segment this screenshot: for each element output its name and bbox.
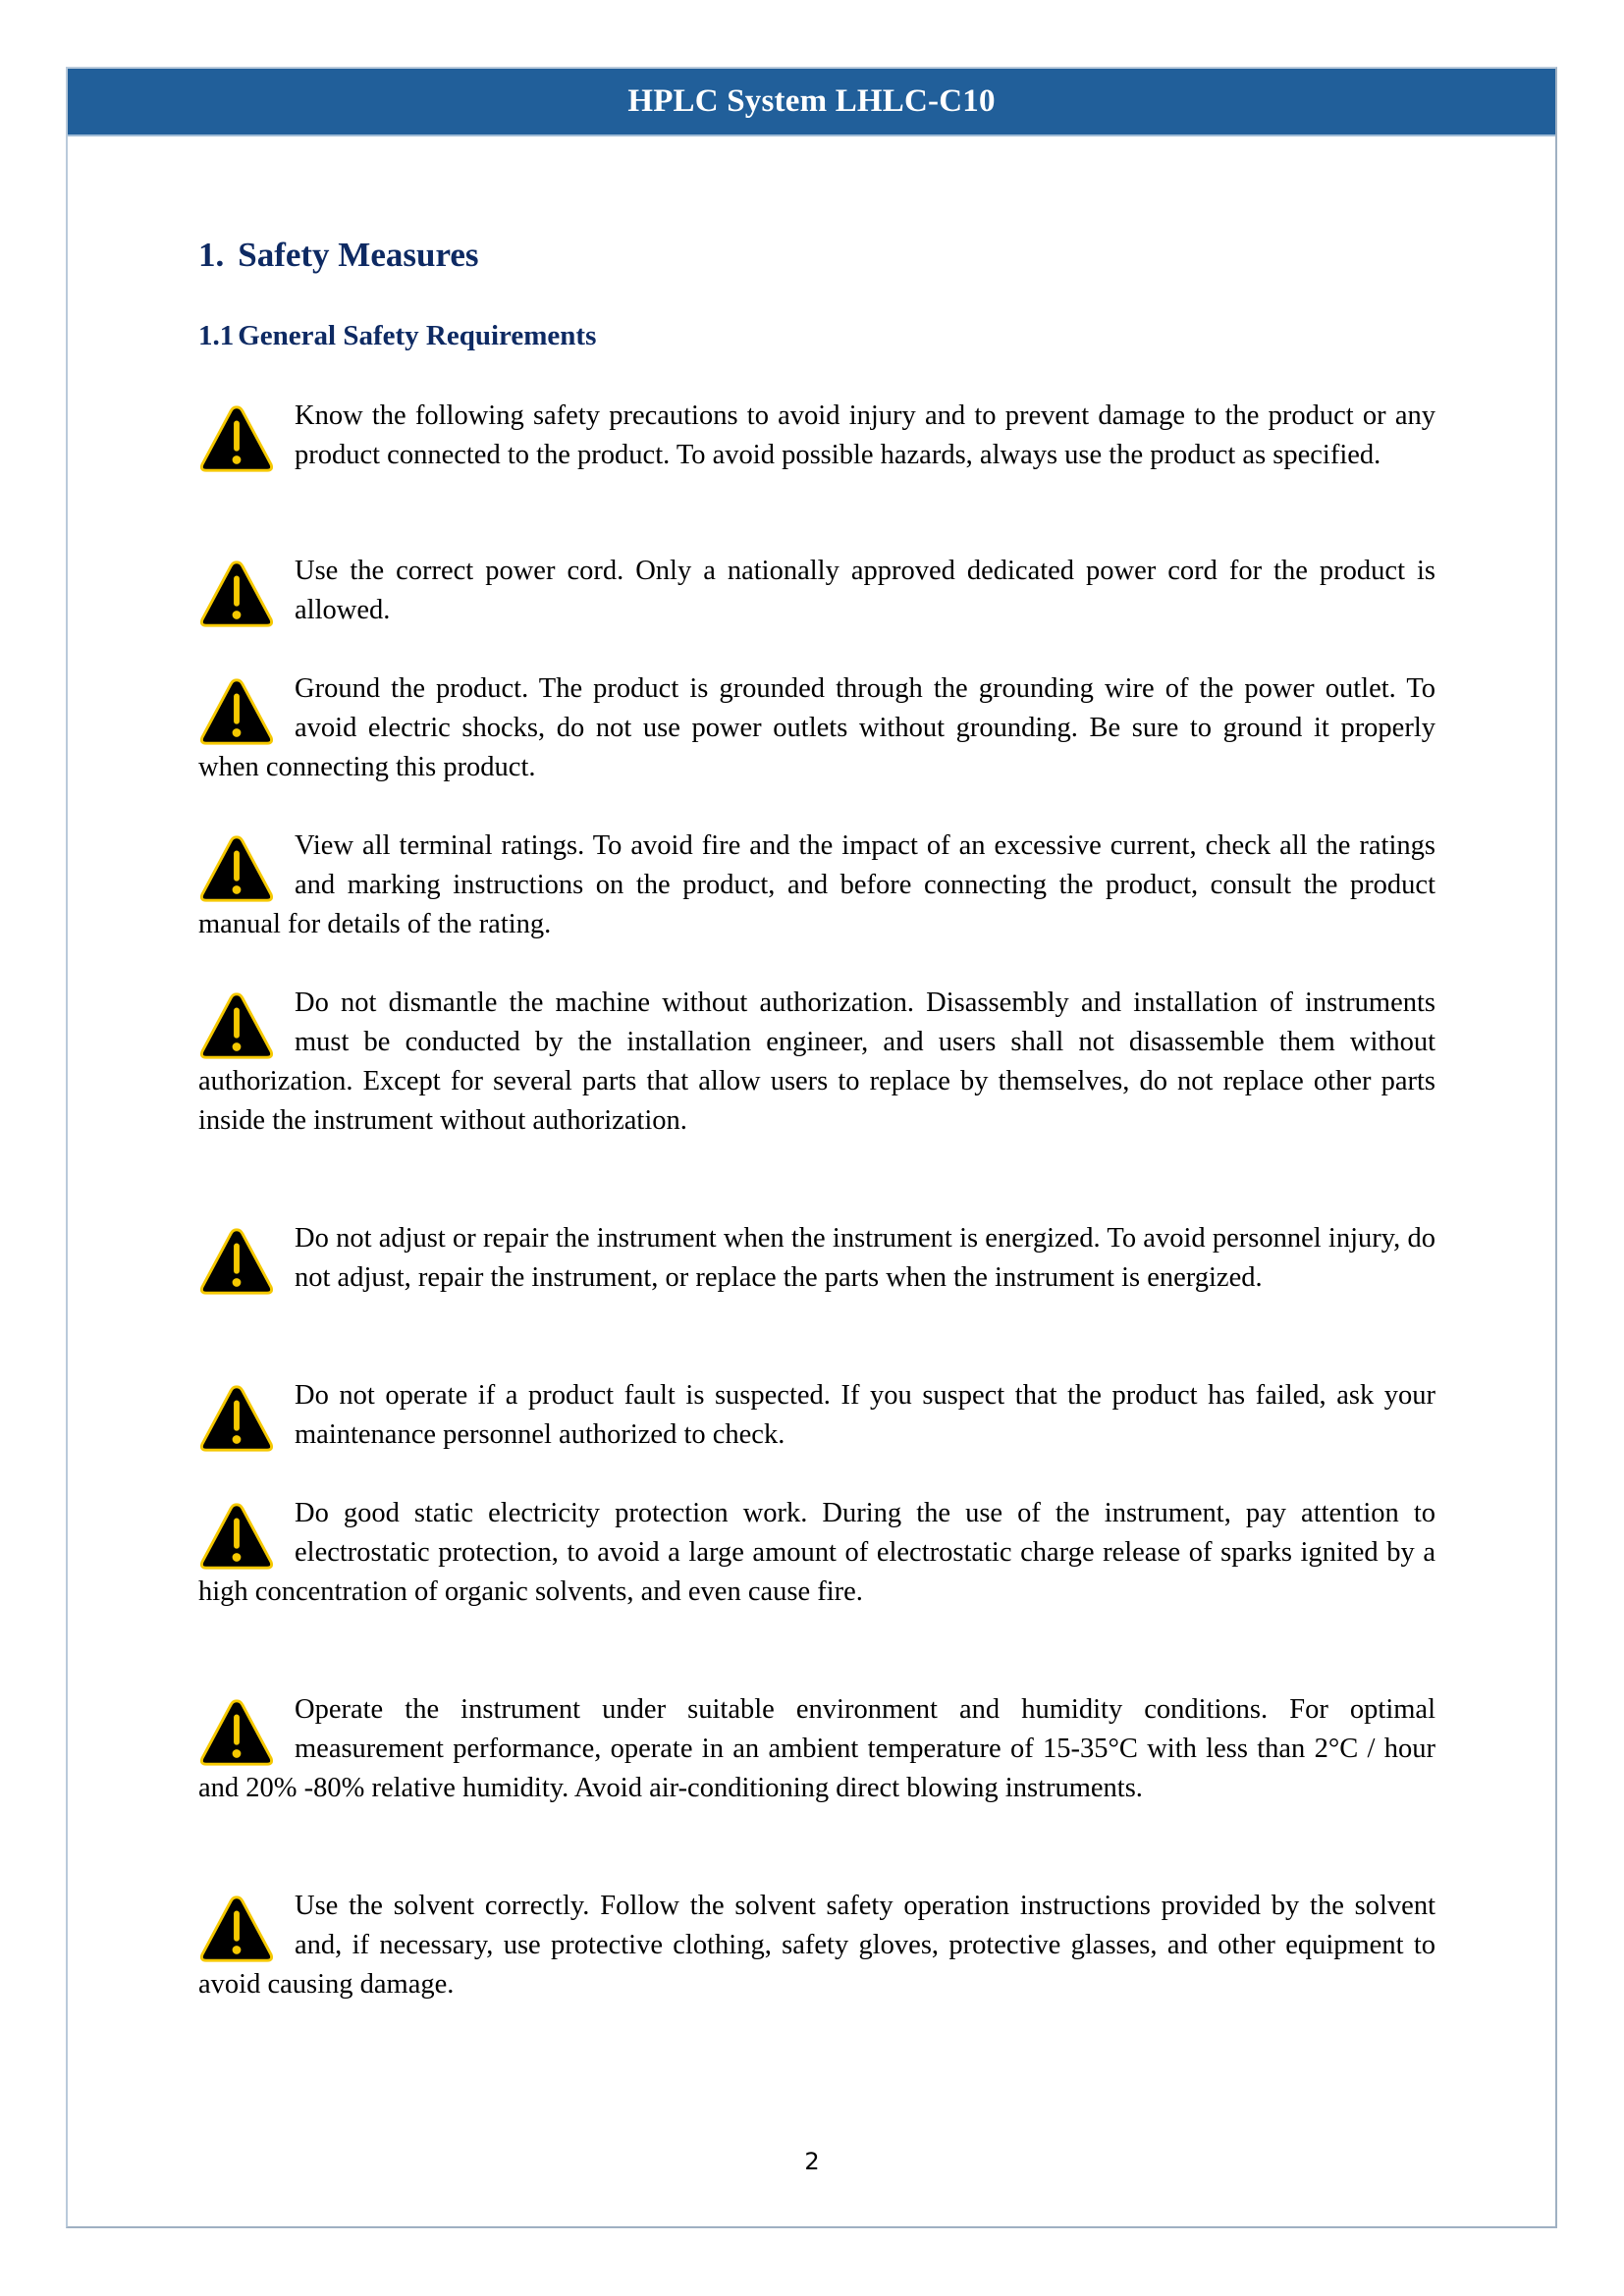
- document-title: HPLC System LHLC-C10: [627, 83, 996, 119]
- safety-item-text: Operate the instrument under suitable environment and humidity conditions. For optimal measurement performance, operate in an ambient temperature of 15-35°C with less than 2°C / hour and 20% -80% relative humidity. Avoid air-conditioning direct blowing instruments.: [198, 1694, 1435, 1803]
- warning-icon: [198, 558, 275, 630]
- warning-icon: [198, 675, 275, 748]
- safety-item: [198, 1219, 1435, 1298]
- safety-item: [198, 552, 1435, 630]
- safety-item: [198, 984, 1435, 1141]
- safety-item-text: Do not adjust or repair the instrument when the instrument is energized. To avoid personnel injury, do not adjust, repair the instrument, or replace the parts when the instrument is energized.: [295, 1223, 1435, 1293]
- safety-item: [198, 827, 1435, 944]
- safety-item-text: Use the solvent correctly. Follow the solvent safety operation instructions provided by the solvent and, if necessary, use protective clothing, safety gloves, protective glasses, and other equipment to avoid causing damage.: [198, 1891, 1435, 2000]
- safety-item-text: Do good static electricity protection work. During the use of the instrument, pay attention to electrostatic protection, to avoid a large amount of electrostatic charge release of sparks ignited by a high concentration of organic solvents, and even cause fire.: [198, 1498, 1435, 1607]
- safety-item-text: Use the correct power cord. Only a nationally approved dedicated power cord for the product is allowed.: [295, 556, 1435, 625]
- warning-icon: [198, 1696, 275, 1769]
- safety-item-text: Ground the product. The product is grounded through the grounding wire of the power outlet. To avoid electric shocks, do not use power outlets without grounding. Be sure to ground it properly when connecting this product.: [198, 673, 1435, 782]
- safety-item: [198, 1887, 1435, 2004]
- safety-item: [198, 1690, 1435, 1808]
- warning-icon: [198, 989, 275, 1062]
- header-bar: [68, 69, 1555, 136]
- warning-icon: [198, 1893, 275, 1965]
- page-number: 2: [804, 2148, 820, 2175]
- safety-item: [198, 397, 1435, 475]
- subsection-number: 1.1: [198, 320, 235, 351]
- subsection-title: General Safety Requirements: [238, 320, 597, 351]
- safety-item-text: Do not dismantle the machine without authorization. Disassembly and installation of instruments must be conducted by the installation engineer, and users shall not disassemble them without authorization. Except for several parts that allow users to replace by themselves, do not replace other parts inside the instrument without authorization.: [198, 988, 1435, 1136]
- section-title: Safety Measures: [238, 236, 479, 274]
- section-heading: [198, 236, 479, 275]
- section-number: 1.: [198, 236, 225, 274]
- safety-item-text: View all terminal ratings. To avoid fire and the impact of an excessive current, check all the ratings and marking instructions on the product, and before connecting the product, consult the product manual for details of the rating.: [198, 830, 1435, 939]
- warning-icon: [198, 832, 275, 905]
- safety-item: [198, 1376, 1435, 1455]
- warning-icon: [198, 1382, 275, 1455]
- safety-item-text: Do not operate if a product fault is suspected. If you suspect that the product has failed, ask your maintenance personnel authorized to check.: [295, 1380, 1435, 1450]
- warning-icon: [198, 1225, 275, 1298]
- warning-icon: [198, 402, 275, 475]
- subsection-heading: [198, 320, 596, 352]
- warning-icon: [198, 1500, 275, 1573]
- safety-item: [198, 1494, 1435, 1612]
- safety-item-text: Know the following safety precautions to avoid injury and to prevent damage to the product or any product connected to the product. To avoid possible hazards, always use the product as specified.: [295, 400, 1435, 470]
- safety-item: [198, 669, 1435, 787]
